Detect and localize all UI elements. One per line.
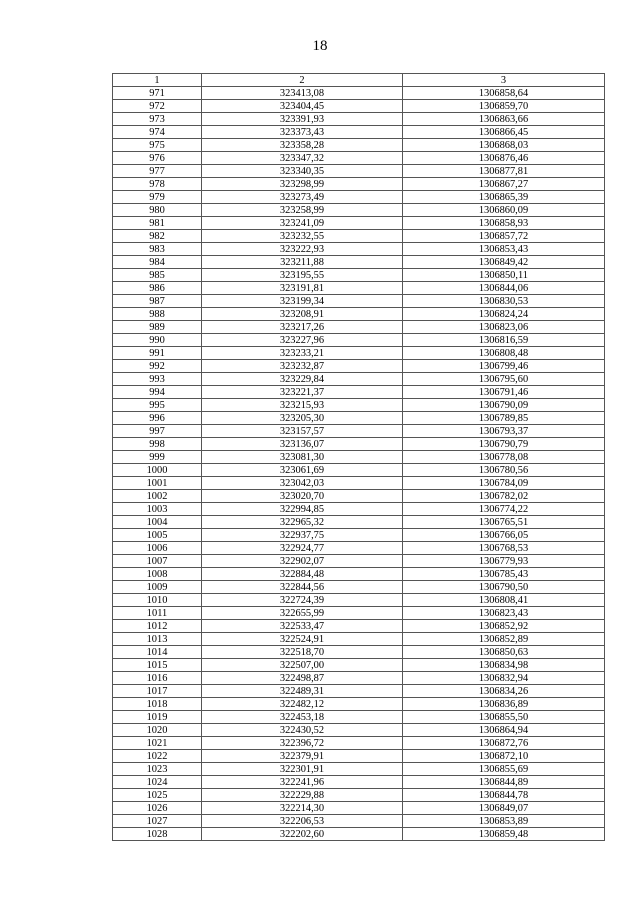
- point-number-cell: 979: [113, 191, 202, 204]
- y-coordinate-cell: 1306872,76: [403, 737, 605, 750]
- y-coordinate-cell: 1306832,94: [403, 672, 605, 685]
- table-row: [113, 360, 605, 373]
- y-coordinate-cell: 1306834,26: [403, 685, 605, 698]
- point-number-cell: 1000: [113, 464, 202, 477]
- point-number-cell: 1022: [113, 750, 202, 763]
- point-number-cell: 993: [113, 373, 202, 386]
- point-number-cell: 984: [113, 256, 202, 269]
- y-coordinate-cell: 1306768,53: [403, 542, 605, 555]
- table-row: [113, 607, 605, 620]
- y-coordinate-cell: 1306791,46: [403, 386, 605, 399]
- x-coordinate-cell: 322518,70: [202, 646, 403, 659]
- table-row: [113, 724, 605, 737]
- table-row: [113, 659, 605, 672]
- table-row: [113, 633, 605, 646]
- point-number-cell: 987: [113, 295, 202, 308]
- point-number-cell: 1008: [113, 568, 202, 581]
- table-row: [113, 373, 605, 386]
- table-row: [113, 568, 605, 581]
- table-row: [113, 516, 605, 529]
- x-coordinate-cell: 322202,60: [202, 828, 403, 841]
- x-coordinate-cell: 323208,91: [202, 308, 403, 321]
- table-row: [113, 685, 605, 698]
- y-coordinate-cell: 1306859,70: [403, 100, 605, 113]
- table-row: [113, 282, 605, 295]
- x-coordinate-cell: 322965,32: [202, 516, 403, 529]
- table-row: [113, 230, 605, 243]
- table-row: [113, 789, 605, 802]
- y-coordinate-cell: 1306795,60: [403, 373, 605, 386]
- x-coordinate-cell: 323273,49: [202, 191, 403, 204]
- point-number-cell: 997: [113, 425, 202, 438]
- table-row: [113, 828, 605, 841]
- x-coordinate-cell: 322902,07: [202, 555, 403, 568]
- point-number-cell: 1020: [113, 724, 202, 737]
- x-coordinate-cell: 322453,18: [202, 711, 403, 724]
- y-coordinate-cell: 1306830,53: [403, 295, 605, 308]
- point-number-cell: 974: [113, 126, 202, 139]
- y-coordinate-cell: 1306853,43: [403, 243, 605, 256]
- y-coordinate-cell: 1306858,93: [403, 217, 605, 230]
- x-coordinate-cell: 322937,75: [202, 529, 403, 542]
- y-coordinate-cell: 1306790,09: [403, 399, 605, 412]
- table-row: [113, 308, 605, 321]
- point-number-cell: 976: [113, 152, 202, 165]
- y-coordinate-cell: 1306852,92: [403, 620, 605, 633]
- point-number-cell: 996: [113, 412, 202, 425]
- table-row: [113, 204, 605, 217]
- y-coordinate-cell: 1306790,79: [403, 438, 605, 451]
- x-coordinate-cell: 322301,91: [202, 763, 403, 776]
- y-coordinate-cell: 1306859,48: [403, 828, 605, 841]
- x-coordinate-cell: 323340,35: [202, 165, 403, 178]
- x-coordinate-cell: 323020,70: [202, 490, 403, 503]
- point-number-cell: 989: [113, 321, 202, 334]
- table-row: [113, 581, 605, 594]
- point-number-cell: 1017: [113, 685, 202, 698]
- point-number-cell: 1013: [113, 633, 202, 646]
- x-coordinate-cell: 322430,52: [202, 724, 403, 737]
- x-coordinate-cell: 323413,08: [202, 87, 403, 100]
- x-coordinate-cell: 323081,30: [202, 451, 403, 464]
- x-coordinate-cell: 322994,85: [202, 503, 403, 516]
- x-coordinate-cell: 323199,34: [202, 295, 403, 308]
- x-coordinate-cell: 323195,55: [202, 269, 403, 282]
- x-coordinate-cell: 322241,96: [202, 776, 403, 789]
- table-row: [113, 191, 605, 204]
- x-coordinate-cell: 323042,03: [202, 477, 403, 490]
- x-coordinate-cell: 323232,55: [202, 230, 403, 243]
- y-coordinate-cell: 1306780,56: [403, 464, 605, 477]
- table-row: [113, 464, 605, 477]
- y-coordinate-cell: 1306834,98: [403, 659, 605, 672]
- column-header: 1: [113, 74, 202, 87]
- table-row: [113, 737, 605, 750]
- x-coordinate-cell: 323232,87: [202, 360, 403, 373]
- table-row: [113, 425, 605, 438]
- table-row: [113, 295, 605, 308]
- table-row: [113, 620, 605, 633]
- x-coordinate-cell: 322489,31: [202, 685, 403, 698]
- point-number-cell: 995: [113, 399, 202, 412]
- table-row: [113, 87, 605, 100]
- y-coordinate-cell: 1306863,66: [403, 113, 605, 126]
- table-row: [113, 698, 605, 711]
- table-row: [113, 165, 605, 178]
- x-coordinate-cell: 322844,56: [202, 581, 403, 594]
- x-coordinate-cell: 322396,72: [202, 737, 403, 750]
- coordinates-table: [112, 73, 605, 841]
- table-row: [113, 451, 605, 464]
- y-coordinate-cell: 1306849,42: [403, 256, 605, 269]
- point-number-cell: 971: [113, 87, 202, 100]
- x-coordinate-cell: 322482,12: [202, 698, 403, 711]
- table-row: [113, 815, 605, 828]
- table-row: [113, 672, 605, 685]
- point-number-cell: 1019: [113, 711, 202, 724]
- point-number-cell: 1011: [113, 607, 202, 620]
- x-coordinate-cell: 323233,21: [202, 347, 403, 360]
- y-coordinate-cell: 1306823,06: [403, 321, 605, 334]
- x-coordinate-cell: 323227,96: [202, 334, 403, 347]
- y-coordinate-cell: 1306793,37: [403, 425, 605, 438]
- y-coordinate-cell: 1306785,43: [403, 568, 605, 581]
- point-number-cell: 1001: [113, 477, 202, 490]
- table-body: [113, 87, 605, 841]
- point-number-cell: 1015: [113, 659, 202, 672]
- table-row: [113, 438, 605, 451]
- x-coordinate-cell: 323404,45: [202, 100, 403, 113]
- y-coordinate-cell: 1306858,64: [403, 87, 605, 100]
- column-header: 2: [202, 74, 403, 87]
- x-coordinate-cell: 323157,57: [202, 425, 403, 438]
- point-number-cell: 1009: [113, 581, 202, 594]
- y-coordinate-cell: 1306864,94: [403, 724, 605, 737]
- x-coordinate-cell: 323205,30: [202, 412, 403, 425]
- x-coordinate-cell: 322214,30: [202, 802, 403, 815]
- x-coordinate-cell: 322498,87: [202, 672, 403, 685]
- x-coordinate-cell: 323191,81: [202, 282, 403, 295]
- table-row: [113, 217, 605, 230]
- table-row: [113, 113, 605, 126]
- y-coordinate-cell: 1306799,46: [403, 360, 605, 373]
- point-number-cell: 1007: [113, 555, 202, 568]
- point-number-cell: 1023: [113, 763, 202, 776]
- point-number-cell: 1006: [113, 542, 202, 555]
- point-number-cell: 1025: [113, 789, 202, 802]
- table-row: [113, 711, 605, 724]
- point-number-cell: 992: [113, 360, 202, 373]
- x-coordinate-cell: 322206,53: [202, 815, 403, 828]
- x-coordinate-cell: 322533,47: [202, 620, 403, 633]
- point-number-cell: 999: [113, 451, 202, 464]
- point-number-cell: 1024: [113, 776, 202, 789]
- y-coordinate-cell: 1306766,05: [403, 529, 605, 542]
- x-coordinate-cell: 323347,32: [202, 152, 403, 165]
- point-number-cell: 982: [113, 230, 202, 243]
- table-row: [113, 139, 605, 152]
- y-coordinate-cell: 1306866,45: [403, 126, 605, 139]
- table-row: [113, 542, 605, 555]
- table-row: [113, 347, 605, 360]
- x-coordinate-cell: 323217,26: [202, 321, 403, 334]
- y-coordinate-cell: 1306823,43: [403, 607, 605, 620]
- y-coordinate-cell: 1306865,39: [403, 191, 605, 204]
- y-coordinate-cell: 1306789,85: [403, 412, 605, 425]
- point-number-cell: 988: [113, 308, 202, 321]
- table-row: [113, 152, 605, 165]
- point-number-cell: 1021: [113, 737, 202, 750]
- x-coordinate-cell: 323391,93: [202, 113, 403, 126]
- x-coordinate-cell: 322884,48: [202, 568, 403, 581]
- point-number-cell: 975: [113, 139, 202, 152]
- y-coordinate-cell: 1306849,07: [403, 802, 605, 815]
- point-number-cell: 990: [113, 334, 202, 347]
- point-number-cell: 1018: [113, 698, 202, 711]
- x-coordinate-cell: 322924,77: [202, 542, 403, 555]
- x-coordinate-cell: 323229,84: [202, 373, 403, 386]
- table-row: [113, 594, 605, 607]
- y-coordinate-cell: 1306857,72: [403, 230, 605, 243]
- x-coordinate-cell: 323298,99: [202, 178, 403, 191]
- point-number-cell: 998: [113, 438, 202, 451]
- x-coordinate-cell: 322507,00: [202, 659, 403, 672]
- table-row: [113, 763, 605, 776]
- point-number-cell: 977: [113, 165, 202, 178]
- column-header: 3: [403, 74, 605, 87]
- table-row: [113, 503, 605, 516]
- y-coordinate-cell: 1306872,10: [403, 750, 605, 763]
- y-coordinate-cell: 1306790,50: [403, 581, 605, 594]
- point-number-cell: 1012: [113, 620, 202, 633]
- x-coordinate-cell: 323136,07: [202, 438, 403, 451]
- x-coordinate-cell: 323211,88: [202, 256, 403, 269]
- y-coordinate-cell: 1306855,69: [403, 763, 605, 776]
- y-coordinate-cell: 1306836,89: [403, 698, 605, 711]
- y-coordinate-cell: 1306868,03: [403, 139, 605, 152]
- point-number-cell: 1002: [113, 490, 202, 503]
- y-coordinate-cell: 1306782,02: [403, 490, 605, 503]
- point-number-cell: 980: [113, 204, 202, 217]
- x-coordinate-cell: 323222,93: [202, 243, 403, 256]
- x-coordinate-cell: 323373,43: [202, 126, 403, 139]
- y-coordinate-cell: 1306860,09: [403, 204, 605, 217]
- x-coordinate-cell: 322724,39: [202, 594, 403, 607]
- point-number-cell: 1003: [113, 503, 202, 516]
- point-number-cell: 1028: [113, 828, 202, 841]
- point-number-cell: 973: [113, 113, 202, 126]
- point-number-cell: 1026: [113, 802, 202, 815]
- point-number-cell: 1016: [113, 672, 202, 685]
- x-coordinate-cell: 322655,99: [202, 607, 403, 620]
- point-number-cell: 978: [113, 178, 202, 191]
- y-coordinate-cell: 1306778,08: [403, 451, 605, 464]
- y-coordinate-cell: 1306779,93: [403, 555, 605, 568]
- table-row: [113, 399, 605, 412]
- table-row: [113, 412, 605, 425]
- x-coordinate-cell: 323061,69: [202, 464, 403, 477]
- y-coordinate-cell: 1306765,51: [403, 516, 605, 529]
- point-number-cell: 972: [113, 100, 202, 113]
- y-coordinate-cell: 1306844,78: [403, 789, 605, 802]
- point-number-cell: 1004: [113, 516, 202, 529]
- x-coordinate-cell: 323241,09: [202, 217, 403, 230]
- y-coordinate-cell: 1306816,59: [403, 334, 605, 347]
- y-coordinate-cell: 1306824,24: [403, 308, 605, 321]
- table-row: [113, 555, 605, 568]
- y-coordinate-cell: 1306852,89: [403, 633, 605, 646]
- table-row: [113, 100, 605, 113]
- point-number-cell: 991: [113, 347, 202, 360]
- y-coordinate-cell: 1306808,48: [403, 347, 605, 360]
- table-row: [113, 321, 605, 334]
- table-row: [113, 269, 605, 282]
- point-number-cell: 983: [113, 243, 202, 256]
- table-row: [113, 750, 605, 763]
- x-coordinate-cell: 322524,91: [202, 633, 403, 646]
- x-coordinate-cell: 323221,37: [202, 386, 403, 399]
- y-coordinate-cell: 1306844,89: [403, 776, 605, 789]
- page-number: 18: [312, 38, 328, 54]
- y-coordinate-cell: 1306876,46: [403, 152, 605, 165]
- point-number-cell: 1005: [113, 529, 202, 542]
- y-coordinate-cell: 1306844,06: [403, 282, 605, 295]
- table-row: [113, 243, 605, 256]
- x-coordinate-cell: 323215,93: [202, 399, 403, 412]
- point-number-cell: 1010: [113, 594, 202, 607]
- table-row: [113, 334, 605, 347]
- x-coordinate-cell: 322229,88: [202, 789, 403, 802]
- table-header-row: [113, 74, 605, 87]
- table-row: [113, 178, 605, 191]
- y-coordinate-cell: 1306867,27: [403, 178, 605, 191]
- table-row: [113, 490, 605, 503]
- table-row: [113, 529, 605, 542]
- x-coordinate-cell: 323358,28: [202, 139, 403, 152]
- y-coordinate-cell: 1306855,50: [403, 711, 605, 724]
- point-number-cell: 986: [113, 282, 202, 295]
- table-row: [113, 802, 605, 815]
- point-number-cell: 981: [113, 217, 202, 230]
- y-coordinate-cell: 1306808,41: [403, 594, 605, 607]
- y-coordinate-cell: 1306877,81: [403, 165, 605, 178]
- y-coordinate-cell: 1306850,63: [403, 646, 605, 659]
- x-coordinate-cell: 323258,99: [202, 204, 403, 217]
- table-row: [113, 256, 605, 269]
- table-row: [113, 386, 605, 399]
- table-row: [113, 776, 605, 789]
- table-row: [113, 477, 605, 490]
- y-coordinate-cell: 1306853,89: [403, 815, 605, 828]
- point-number-cell: 1027: [113, 815, 202, 828]
- y-coordinate-cell: 1306784,09: [403, 477, 605, 490]
- point-number-cell: 985: [113, 269, 202, 282]
- x-coordinate-cell: 322379,91: [202, 750, 403, 763]
- y-coordinate-cell: 1306850,11: [403, 269, 605, 282]
- point-number-cell: 1014: [113, 646, 202, 659]
- table-row: [113, 126, 605, 139]
- y-coordinate-cell: 1306774,22: [403, 503, 605, 516]
- point-number-cell: 994: [113, 386, 202, 399]
- table-row: [113, 646, 605, 659]
